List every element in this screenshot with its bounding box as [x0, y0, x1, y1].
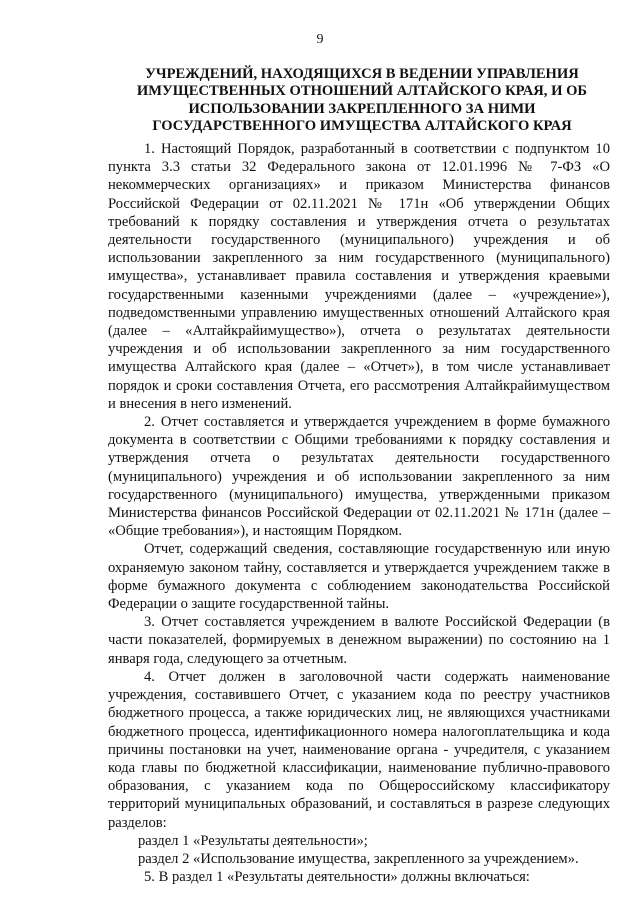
document-title: УЧРЕЖДЕНИЙ, НАХОДЯЩИХСЯ В ВЕДЕНИИ УПРАВЛЕНИЯ ИМУЩЕСТВЕННЫХ ОТНОШЕНИЙ АЛТАЙСКОГО КРАЯ, И ОБ ИСПОЛЬЗОВАНИИ ЗАКРЕПЛЕННОГО ЗА НИМИ ГОСУДАРСТВЕННОГО ИМУЩЕСТВА АЛТАЙСКОГО КРАЯ	[136, 66, 588, 135]
page-number: 9	[316, 32, 324, 47]
section-list-item-2: раздел 2 «Использование имущества, закрепленного за учреждением».	[138, 850, 579, 867]
document-body	[108, 140, 610, 886]
section-list-item-1: раздел 1 «Результаты деятельности»;	[138, 832, 368, 849]
paragraph-2: 2. Отчет составляется и утверждается учреждением в форме бумажного документа в соответствии с Общими требованиями к порядку составления и утверждения отчета о результатах деятельности государственного (муниципального) учреждения и об использовании закрепленного за ним государственного (муниципального) имущества, утвержденными приказом Министерства финансов Российской Федерации от 02.11.2021 № 171н (далее – «Общие требования»), и настоящим Порядком.	[108, 414, 610, 540]
paragraph-1: 1. Настоящий Порядок, разработанный в соответствии с подпунктом 10 пункта 3.3 статьи 32 Федерального закона от 12.01.1996 № 7-ФЗ «О некоммерческих организациях» и приказом Министерства финансов Российской Федерации от 02.11.2021 № 171н «Об утверждении Общих требований к порядку составления и утверждения отчета о результатах деятельности государственного (муниципального) учреждения и об использовании закрепленного за ним государственного (муниципального) имущества», устанавливает правила составления и утверждения краевыми государственными казенными учреждениями (далее – «учреждение»), подведомственными управлению имущественных отношений Алтайского края (далее – «Алтайкрайимущество»), отчета о результатах деятельности учреждения и об использовании закрепленного за ним государственного имущества Алтайского края (далее – «Отчет»), в том числе устанавливает порядок и сроки составления Отчета, его рассмотрения Алтайкрайимуществом и внесения в него изменений.	[108, 141, 610, 412]
paragraph-2-secrecy: Отчет, содержащий сведения, составляющие государственную или иную охраняемую законом тайну, составляется и утверждается учреждением также в форме бумажного документа с соблюдением законодательства Российской Федерации о защите государственной тайны.	[108, 541, 610, 613]
paragraph-5: 5. В раздел 1 «Результаты деятельности» должны включаться:	[144, 869, 530, 886]
paragraph-3: 3. Отчет составляется учреждением в валюте Российской Федерации (в части показателей, формируемых в денежном выражении) по состоянию на 1 января года, следующего за отчетным.	[108, 614, 610, 667]
paragraph-4: 4. Отчет должен в заголовочной части содержать наименование учреждения, составившего Отчет, с указанием кода по реестру участников бюджетного процесса, а также юридических лиц, не являющихся участниками бюджетного процесса, идентификационного номера налогоплательщика и кода причины постановки на учет, наименование органа - учредителя, с указанием кода главы по бюджетной классификации, наименование публично-правового образования, с указанием кода по Общероссийскому классификатору территорий муниципальных образований, и составляться в разрезе следующих разделов:	[108, 668, 610, 831]
